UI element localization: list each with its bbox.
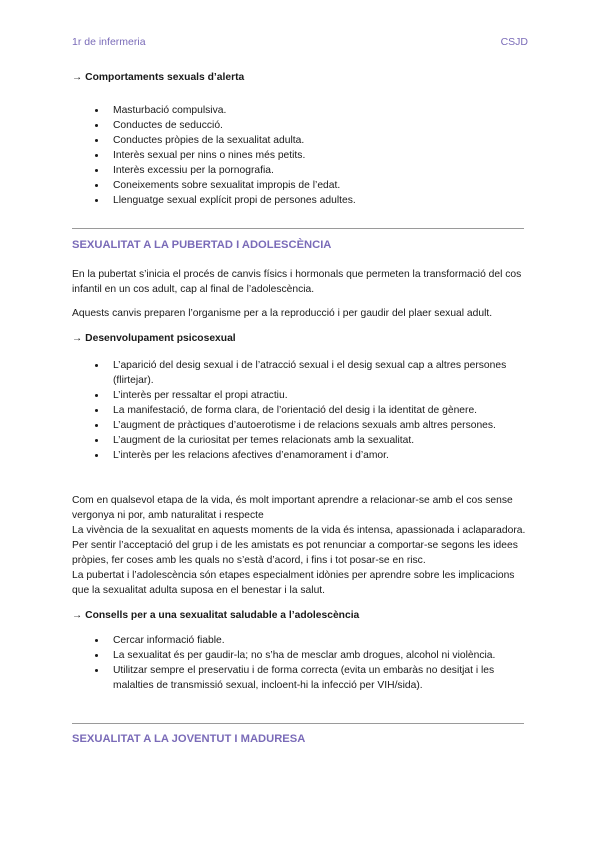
list-item: • L’aparició del desig sexual i de l’atracció sexual i el desig sexual cap a altres persones (flirtejar).	[107, 358, 528, 388]
consells-list	[72, 633, 528, 693]
pubertat-paragraph-1: En la pubertat s’inicia el procés de canvis físics i hormonals que permeten la transformació del cos infantil en un cos adult, cap al final de l’adolescència.	[72, 269, 522, 295]
list-item: • Llenguatge sexual explícit propi de persones adultes.	[107, 193, 528, 208]
list-item: • Cercar informació fiable.	[107, 633, 528, 648]
page-header	[72, 36, 528, 48]
text-line: La pubertat i l’adolescència són etapes especialment idònies per aprendre sobre les implicacions que la sexualitat adulta suposa en el benestar i la salut.	[72, 570, 515, 596]
list-item: • Conductes de seducció.	[107, 118, 528, 133]
list-item: • Interès sexual per nins o nines més petits.	[107, 148, 528, 163]
section-divider	[72, 228, 524, 229]
list-item: • Interès excessiu per la pornografia.	[107, 163, 528, 178]
list-item: • La sexualitat és per gaudir-la; no s’ha de mesclar amb drogues, alcohol ni violència.	[107, 648, 528, 663]
text-line: Per sentir l’acceptació del grup i de les amistats es pot renunciar a comportar-se segons les idees pròpies, fer coses amb les quals no s’està d’acord, i fins i tot posar-se en risc.	[72, 540, 518, 566]
header-course: 1r de infermeria	[72, 36, 146, 48]
pubertat-paragraph-2: Aquests canvis preparen l’organisme per a la reproducció i per gaudir del plaer sexual adult.	[72, 308, 493, 319]
section-title-pubertat: SEXUALITAT A LA PUBERTAD I ADOLESCÈNCIA	[72, 239, 332, 251]
text-line: Com en qualsevol etapa de la vida, és molt important aprendre a relacionar-se amb el cos sense vergonya ni por, amb naturalitat i respecte	[72, 495, 513, 521]
list-item: • L’augment de la curiositat per temes relacionats amb la sexualitat.	[107, 433, 528, 448]
list-item: • Conductes pròpies de la sexualitat adulta.	[107, 133, 528, 148]
desenvolupament-list	[72, 358, 528, 463]
alerta-list	[72, 103, 528, 208]
list-item: • L’interès per les relacions afectives d’enamorament i d’amor.	[107, 448, 528, 463]
section-title-joventut: SEXUALITAT A LA JOVENTUT I MADURESA	[72, 733, 306, 745]
alerta-heading: → Comportaments sexuals d’alerta	[72, 72, 245, 83]
section-divider	[72, 723, 524, 724]
list-item: • Coneixements sobre sexualitat impropis de l’edat.	[107, 178, 528, 193]
list-item: • Masturbació compulsiva.	[107, 103, 528, 118]
consells-heading: → Consells per a una sexualitat saludable a l’adolescència	[72, 610, 360, 621]
list-item: • La manifestació, de forma clara, de l’orientació del desig i la identitat de gènere.	[107, 403, 528, 418]
desenvolupament-heading: → Desenvolupament psicosexual	[72, 333, 236, 344]
list-item: • Utilitzar sempre el preservatiu i de forma correcta (evita un embaràs no desitjat i les malalties de transmissió sexual, incloent-hi la infecció per VIH/sida).	[107, 663, 528, 693]
list-item: • L’interès per ressaltar el propi atractiu.	[107, 388, 528, 403]
text-line: La vivència de la sexualitat en aquests moments de la vida és intensa, apassionada i aclaparadora.	[72, 525, 526, 536]
document-body	[72, 70, 528, 747]
list-item: • L’augment de pràctiques d’autoerotisme i de relacions sexuals amb altres persones.	[107, 418, 528, 433]
pubertat-text-block	[72, 493, 528, 598]
header-institution: CSJD	[500, 36, 528, 48]
